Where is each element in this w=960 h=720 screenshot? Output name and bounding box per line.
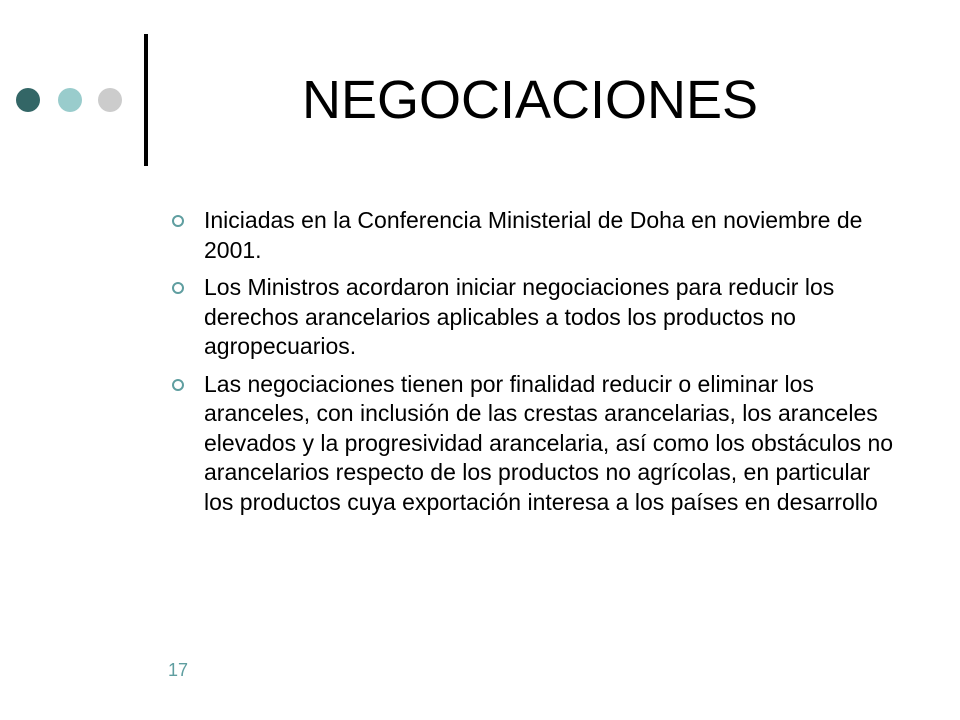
hollow-circle-bullet-icon	[172, 215, 184, 227]
list-item	[172, 206, 902, 265]
list-item	[172, 273, 902, 362]
dot-mid-icon	[58, 88, 82, 112]
hollow-circle-bullet-icon	[172, 282, 184, 294]
slide-title: NEGOCIACIONES	[301, 70, 759, 130]
bullet-text: Las negociaciones tienen por finalidad reducir o eliminar los aranceles, con inclusión de las crestas arancelarias, los aranceles elevados y la progresividad arancelaria, así como los obstáculos no arancelarios respecto de los productos no agrícolas, en particular los productos cuya exportación interesa a los países en desarrollo	[204, 370, 894, 515]
title-divider	[144, 34, 148, 166]
dot-dark-icon	[16, 88, 40, 112]
dot-light-icon	[98, 88, 122, 112]
list-item	[172, 370, 902, 518]
slide-number: 17	[168, 660, 189, 680]
bullet-text: Los Ministros acordaron iniciar negociaciones para reducir los derechos arancelarios aplicables a todos los productos no agropecuarios.	[204, 274, 835, 359]
hollow-circle-bullet-icon	[172, 379, 184, 391]
bullet-text: Iniciadas en la Conferencia Ministerial de Doha en noviembre de 2001.	[204, 207, 863, 263]
bullet-list	[172, 206, 902, 525]
